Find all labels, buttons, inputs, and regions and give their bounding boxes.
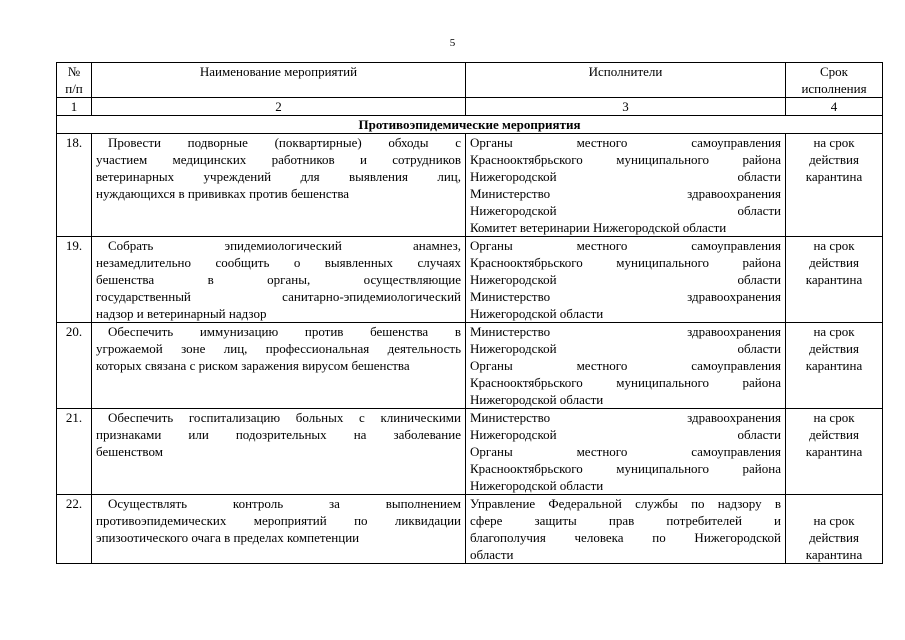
- execution-term: [786, 323, 883, 409]
- column-header-term-line2: исполнения: [801, 81, 867, 96]
- execution-term-line: действия: [809, 152, 859, 167]
- action-description-line: Обеспечить госпитализацию больных с клиническими: [108, 410, 461, 425]
- column-index-cell: 2: [92, 98, 466, 116]
- executors-line: Нижегородской области: [470, 341, 781, 356]
- action-description: [92, 237, 466, 323]
- execution-term-line: действия: [809, 427, 859, 442]
- execution-term-line: на срок: [813, 513, 855, 528]
- action-description-line: незамедлительно сообщить о выявленных случаях: [96, 255, 461, 270]
- column-header-name: Наименование мероприятий: [92, 63, 466, 98]
- header-row: [57, 63, 883, 98]
- action-description-line: противоэпидемических мероприятий по ликвидации: [96, 513, 461, 528]
- column-header-term-line1: Срок: [820, 64, 848, 79]
- executors-line: Нижегородской области: [470, 392, 604, 407]
- execution-term-line: на срок: [813, 135, 855, 150]
- executors-line: Органы местного самоуправления: [470, 444, 781, 459]
- executors-line: Министерство здравоохранения: [470, 410, 781, 425]
- executors-line: Органы местного самоуправления: [470, 135, 781, 150]
- executors-line: Нижегородской области: [470, 272, 781, 287]
- executors-line: Органы местного самоуправления: [470, 238, 781, 253]
- execution-term-line: на срок: [813, 410, 855, 425]
- executors-line: Краснооктябрьского муниципального района: [470, 152, 781, 167]
- row-number: 20.: [57, 323, 92, 409]
- action-description-line: бешенства в органы, осуществляющие: [96, 272, 461, 287]
- execution-term-line: карантина: [805, 169, 863, 184]
- executors-line: Краснооктябрьского муниципального района: [470, 255, 781, 270]
- action-description: [92, 495, 466, 564]
- action-description: [92, 409, 466, 495]
- table-row: [57, 495, 883, 564]
- execution-term-line: карантина: [805, 444, 863, 459]
- row-number: 21.: [57, 409, 92, 495]
- execution-term-line: карантина: [805, 547, 863, 562]
- action-description-line: ветеринарных учреждений для выявления лиц,: [96, 169, 461, 184]
- executors-line: Нижегородской области: [470, 169, 781, 184]
- measures-table: [56, 62, 883, 564]
- executors-line: Нижегородской области: [470, 203, 781, 218]
- execution-term-line: действия: [809, 530, 859, 545]
- column-index-cell: 4: [786, 98, 883, 116]
- page-number: 5: [449, 37, 456, 49]
- executors-line: Министерство здравоохранения: [470, 186, 781, 201]
- execution-term-line: действия: [809, 255, 859, 270]
- executors-line: Краснооктябрьского муниципального района: [470, 461, 781, 476]
- column-header-number-line2: п/п: [65, 81, 83, 96]
- action-description-line: Осуществлять контроль за выполнением: [108, 496, 461, 511]
- action-description-line: признаками или подозрительных на заболевание: [96, 427, 461, 442]
- executors-line: Комитет ветеринарии Нижегородской области: [470, 220, 727, 235]
- action-description-line: бешенством: [96, 444, 163, 459]
- executors: [466, 237, 786, 323]
- executors-line: благополучия человека по Нижегородской: [470, 530, 781, 545]
- execution-term-line: на срок: [813, 324, 855, 339]
- executors: [466, 495, 786, 564]
- executors-line: Нижегородской области: [470, 427, 781, 442]
- column-header-executors: Исполнители: [466, 63, 786, 98]
- column-header-number-line1: №: [67, 64, 81, 79]
- execution-term-line: карантина: [805, 358, 863, 373]
- execution-term: [786, 495, 883, 564]
- action-description-line: надзор и ветеринарный надзор: [96, 306, 267, 321]
- action-description-line: нуждающихся в прививках против бешенства: [96, 186, 350, 201]
- executors-line: области: [470, 547, 514, 562]
- table-row: [57, 323, 883, 409]
- execution-term: [786, 134, 883, 237]
- executors-line: Нижегородской области: [470, 306, 604, 321]
- column-index-row: [57, 98, 883, 116]
- column-index-cell: 3: [466, 98, 786, 116]
- section-row: [57, 116, 883, 134]
- column-index-cell: 1: [57, 98, 92, 116]
- action-description-line: участием медицинских работников и сотрудников: [96, 152, 461, 167]
- execution-term: [786, 237, 883, 323]
- executors-line: Органы местного самоуправления: [470, 358, 781, 373]
- row-number: 22.: [57, 495, 92, 564]
- action-description-line: Провести подворные (поквартирные) обходы с: [108, 135, 461, 150]
- executors: [466, 134, 786, 237]
- action-description: [92, 134, 466, 237]
- action-description-line: которых связана с риском заражения вирусом бешенства: [96, 358, 410, 373]
- execution-term: [786, 409, 883, 495]
- executors-line: Министерство здравоохранения: [470, 289, 781, 304]
- section-title: Противоэпидемические мероприятия: [57, 116, 883, 134]
- executors-line: Министерство здравоохранения: [470, 324, 781, 339]
- column-header-term: [786, 63, 883, 98]
- row-number: 18.: [57, 134, 92, 237]
- table-row: [57, 409, 883, 495]
- action-description-line: государственный санитарно-эпидемиологический: [96, 289, 461, 304]
- executors-line: сфере защиты прав потребителей и: [470, 513, 781, 528]
- row-number: 19.: [57, 237, 92, 323]
- action-description-line: угрожаемой зоне лиц, профессиональная деятельность: [96, 341, 461, 356]
- action-description: [92, 323, 466, 409]
- action-description-line: эпизоотического очага в пределах компетенции: [96, 530, 360, 545]
- execution-term-line: на срок: [813, 238, 855, 253]
- executors: [466, 409, 786, 495]
- executors-line: Краснооктябрьского муниципального района: [470, 375, 781, 390]
- executors-line: Нижегородской области: [470, 478, 604, 493]
- execution-term-line: действия: [809, 341, 859, 356]
- table-row: [57, 237, 883, 323]
- executors-line: Управление Федеральной службы по надзору в: [470, 496, 781, 511]
- column-header-number: [57, 63, 92, 98]
- table-row: [57, 134, 883, 237]
- executors: [466, 323, 786, 409]
- action-description-line: Собрать эпидемиологический анамнез,: [108, 238, 461, 253]
- action-description-line: Обеспечить иммунизацию против бешенства в: [108, 324, 461, 339]
- execution-term-line: карантина: [805, 272, 863, 287]
